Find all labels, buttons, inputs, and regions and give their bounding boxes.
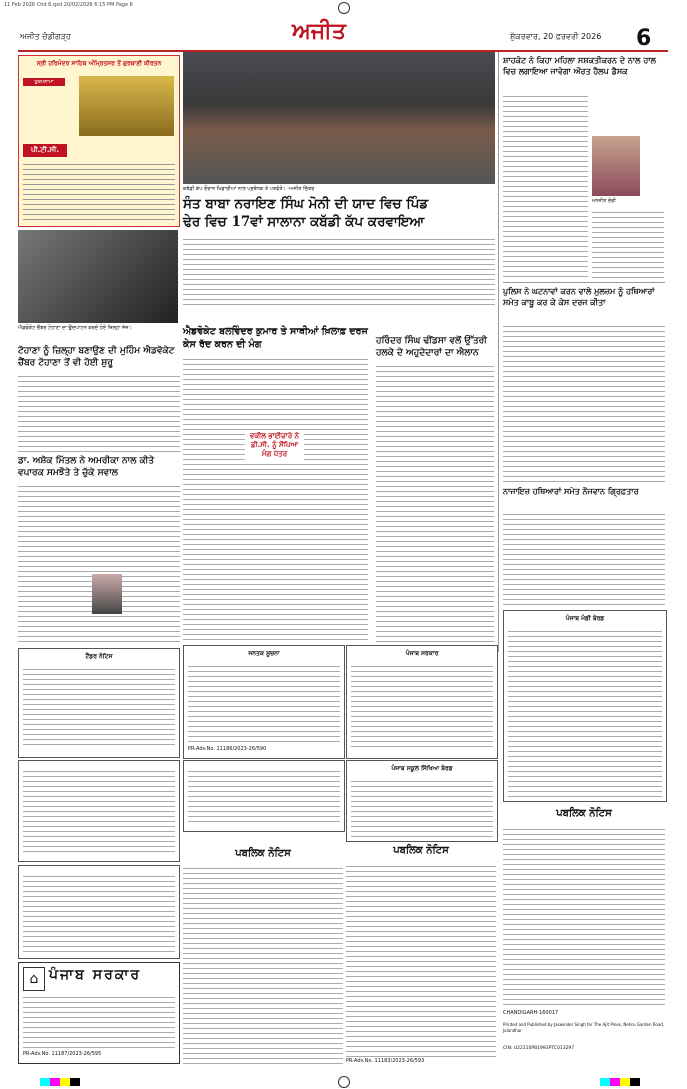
notice-1-body bbox=[188, 662, 340, 742]
ad-title: ਸ੍ਰੀ ਹਰਿਮੰਦਰ ਸਾਹਿਬ ਅੰਮ੍ਰਿਤਸਰ ਤੋਂ ਗੁਰਬਾਣੀ ਕੀਰਤਨ bbox=[36, 60, 162, 67]
pr-adv-number-3: PR-Adv.No. 11187/2023-26/595 bbox=[23, 1051, 102, 1057]
public-notice-2-body bbox=[346, 862, 496, 1057]
right-story-1-body bbox=[503, 92, 588, 278]
kabaddi-team-photo bbox=[183, 52, 495, 184]
page-number: 6 bbox=[636, 26, 652, 51]
right-story-2-body bbox=[503, 322, 665, 482]
center-notice-3-body bbox=[188, 767, 340, 825]
center-pull-quote: ਵਕੀਲ ਭਾਈਚਾਰੇ ਨੇ ਡੀ.ਸੀ. ਨੂੰ ਸੌਂਪਿਆ ਮੰਗ ਪੱਤਰ bbox=[245, 430, 304, 461]
public-notice-1-body bbox=[183, 864, 343, 1064]
color-bar-right bbox=[600, 1078, 640, 1086]
right-story-3-body bbox=[503, 510, 665, 605]
manjit-devi-photo bbox=[592, 136, 640, 196]
psseb-notice-title: ਪੰਜਾਬ ਸਕੂਲ ਸਿੱਖਿਆ ਬੋਰਡ bbox=[391, 765, 453, 772]
right-story-1-body-2 bbox=[592, 208, 664, 278]
print-slug: 11 Feb 2026 Chd 6.qxd 20/02/2026 6:15 PM Page 6 bbox=[4, 2, 133, 8]
left-notice-1-body bbox=[23, 665, 175, 749]
psseb-notice bbox=[346, 760, 498, 842]
pr-adv-number-2: PR-Adv.No. 11183/2023-26/593 bbox=[346, 1058, 425, 1064]
public-notice-3-title: ਪਬਲਿਕ ਨੋਟਿਸ bbox=[556, 808, 612, 819]
advocates-chamber-photo bbox=[18, 230, 178, 323]
center-right-headline: ਹਰਿੰਦਰ ਸਿੰਘ ਢੀਂਡਸਾ ਵਲੋਂ ਉੱਤਰੀ ਹਲਕੇ ਦੇ ਅਹੁਦੇਦਾਰਾਂ ਦਾ ਐਲਾਨ bbox=[376, 336, 487, 358]
main-headline-2: ਢੇਰ ਵਿਚ 17ਵਾਂ ਸਾਲਾਨਾ ਕਬੱਡੀ ਕੱਪ ਕਰਵਾਇਆ bbox=[183, 214, 425, 230]
psseb-notice-body bbox=[351, 777, 493, 837]
left-photo-caption: ਐਡਵੋਕੇਟ ਚੈਂਬਰ ਟੋਹਾਣਾ ਦਾ ਉਦਘਾਟਨ ਕਰਦੇ ਹੋਏ ਜ਼ਿਲ੍ਹਾ ਜੱਜ। bbox=[18, 325, 132, 331]
right-notice bbox=[503, 610, 667, 802]
public-notice-3-body bbox=[503, 825, 665, 1005]
right-story-1-headline: ਸ਼ਾਹਕੋਟ ਨੇ ਕਿਹਾ ਮਹਿਲਾ ਸਸ਼ਕਤੀਕਰਨ ਦੇ ਨਾਲ ਹਾਲ ਵਿਚ ਲਗਾਇਆ ਜਾਵੇਗਾ ਔਰਤ ਹੈਲਪ ਡੈਸਕ bbox=[503, 55, 656, 76]
right-story-2-headline: ਪੁਲਿਸ ਨੇ ਘਟਨਾਵਾਂ ਕਰਨ ਵਾਲੇ ਮੁਲਜ਼ਮ ਨੂੰ ਹਥਿਆਰਾਂ ਸਮੇਤ ਕਾਬੂ ਕਰ ਕੇ ਕੇਸ ਦਰਜ ਕੀਤਾ bbox=[503, 286, 655, 307]
right-notice-title: ਪੰਜਾਬ ਮੰਡੀ ਬੋਰਡ bbox=[565, 615, 605, 622]
ptc-badge: ਪੀ.ਟੀ.ਸੀ. bbox=[23, 144, 67, 157]
left-notice-2 bbox=[18, 760, 180, 862]
main-photo-caption: ਕਬੱਡੀ ਕੱਪ ਦੌਰਾਨ ਖਿਡਾਰੀਆਂ ਨਾਲ ਪ੍ਰਬੰਧਕ ਤੇ ਪਤਵੰਤੇ। -ਅਜੀਤ ਚਿੱਤਰ bbox=[183, 186, 315, 192]
golden-temple-image bbox=[79, 76, 174, 136]
notice-1-adv-no: PR-Adv.No. 11186/2023-26/590 bbox=[188, 746, 267, 752]
issue-date: ਸ਼ੁੱਕਰਵਾਰ, 20 ਫ਼ਰਵਰੀ 2026 bbox=[510, 32, 602, 41]
notice-1 bbox=[183, 645, 345, 759]
left-notice-3 bbox=[18, 865, 180, 959]
center-story-body bbox=[183, 355, 368, 640]
notice-2-title: ਪੰਜਾਬ ਸਰਕਾਰ bbox=[405, 650, 439, 657]
newspaper-logo: ਅਜੀਤ bbox=[292, 18, 346, 44]
edition-label: ਅਜੀਤ ਚੰਡੀਗੜ੍ਹ bbox=[20, 32, 71, 41]
left-story-2-headline: ਡਾ. ਅਸ਼ੋਕ ਮਿੱਤਲ ਨੇ ਅਮਰੀਕਾ ਨਾਲ ਕੀਤੇ ਵਪਾਰਕ ਸਮਝੌਤੇ ਤੇ ਚੁੱਕੇ ਸਵਾਲ bbox=[18, 456, 155, 478]
left-story-1-headline: ਟੋਹਾਣਾ ਨੂੰ ਜ਼ਿਲ੍ਹਾ ਬਣਾਉਣ ਦੀ ਮੁਹਿੰਮ ਐਡਵੋਕੇਟ ਚੈਂਬਰ ਟੋਹਾਣਾ ਤੋਂ ਵੀ ਹੋਈ ਸ਼ੁਰੂ bbox=[18, 346, 175, 368]
printer-imprint: Printed and Published by Jaswinder Singh for The Ajit Press, Nehru Garden Road, Jalandhar bbox=[503, 1022, 665, 1033]
ad-subtitle: ਹੁਕਮਨਾਮਾ bbox=[23, 78, 65, 86]
main-story-body bbox=[183, 235, 495, 307]
registration-mark-icon bbox=[338, 2, 350, 14]
color-bar bbox=[40, 1078, 80, 1086]
punjab-govt-banner: ਪੰਜਾਬ ਸਰਕਾਰ bbox=[49, 967, 142, 983]
column-divider bbox=[498, 52, 499, 652]
notice-2 bbox=[346, 645, 498, 759]
center-notice-3 bbox=[183, 760, 345, 832]
registration-mark-bottom-icon bbox=[338, 1076, 350, 1088]
right-story-3-headline: ਨਾਜਾਇਜ਼ ਹਥਿਆਰਾਂ ਸਮੇਤ ਨੌਜਵਾਨ ਗ੍ਰਿਫ਼ਤਾਰ bbox=[503, 486, 639, 496]
punjab-govt-notice bbox=[18, 962, 180, 1064]
left-notice-1 bbox=[18, 648, 180, 758]
public-notice-2-title: ਪਬਲਿਕ ਨੋਟਿਸ bbox=[393, 845, 449, 856]
public-notice-1-title: ਪਬਲਿਕ ਨੋਟਿਸ bbox=[235, 848, 291, 859]
right-photo-caption: ਮਨਜੀਤ ਦੇਵੀ bbox=[592, 198, 616, 204]
right-notice-body bbox=[508, 627, 662, 797]
left-notice-3-body bbox=[23, 872, 175, 952]
dr-ashok-mittal-photo bbox=[92, 574, 122, 614]
left-notice-1-title: ਟੈਂਡਰ ਨੋਟਿਸ bbox=[85, 653, 113, 660]
main-headline-1: ਸੰਤ ਬਾਬਾ ਨਰਾਇਣ ਸਿੰਘ ਮੋਨੀ ਦੀ ਯਾਦ ਵਿਚ ਪਿੰਡ bbox=[183, 196, 429, 212]
ad-body bbox=[23, 160, 175, 222]
punjab-govt-body bbox=[23, 993, 175, 1049]
notice-2-body bbox=[351, 662, 493, 750]
ptc-advertisement bbox=[18, 55, 180, 227]
left-story-1-body bbox=[18, 372, 180, 452]
govt-emblem-icon: ⌂ bbox=[23, 967, 45, 991]
center-right-body bbox=[376, 362, 494, 642]
chandigarh-line: CHANDIGARH-160017 bbox=[503, 1010, 559, 1016]
left-story-2-body bbox=[18, 482, 180, 642]
left-notice-2-body bbox=[23, 767, 175, 855]
notice-1-title: ਜਨਤਕ ਸੂਚਨਾ bbox=[248, 650, 280, 657]
cin-number: CIN: U22110PB1993PTC013297 bbox=[503, 1046, 575, 1051]
center-story-headline: ਐਡਵੋਕੇਟ ਬਲਵਿੰਦਰ ਕੁਮਾਰ ਤੇ ਸਾਥੀਆਂ ਖ਼ਿਲਾਫ਼ ਦਰਜ ਕੇਸ ਰੱਦ ਕਰਨ ਦੀ ਮੰਗ bbox=[183, 326, 368, 350]
section-rule bbox=[503, 282, 665, 283]
